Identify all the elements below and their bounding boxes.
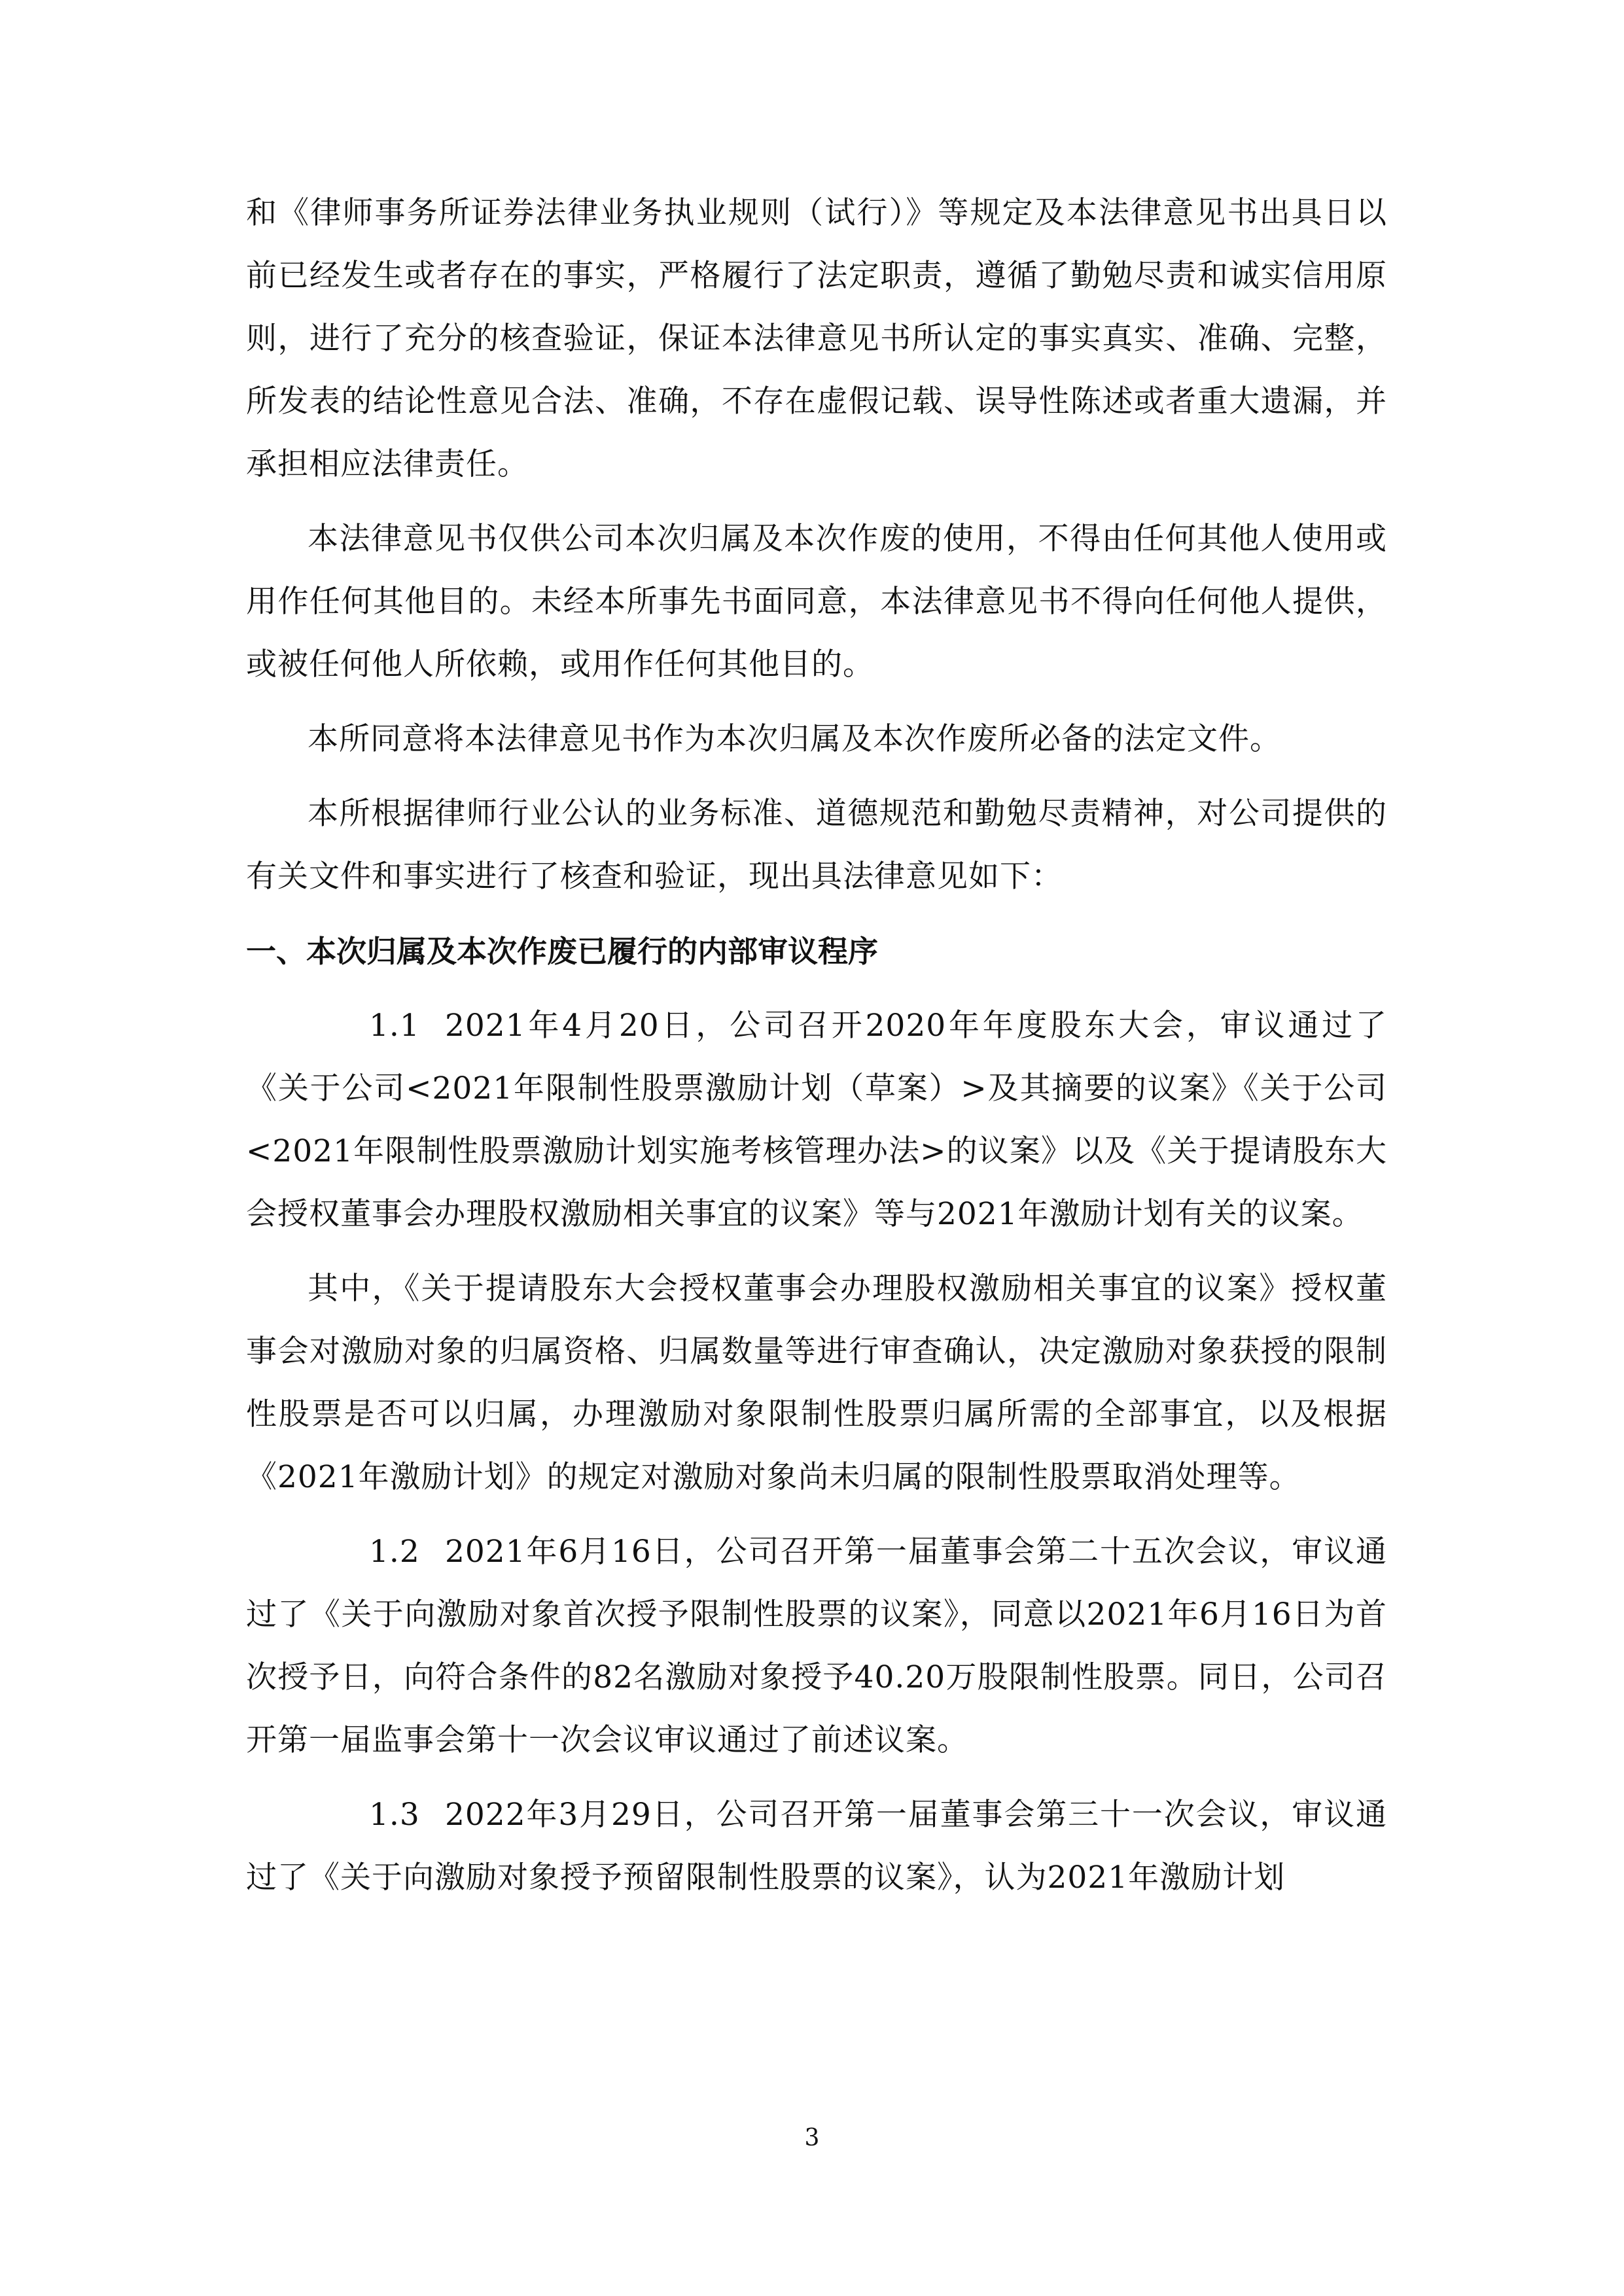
paragraph-usage-restriction: 本法律意见书仅供公司本次归属及本次作废的使用，不得由任何其他人使用或用作任何其他目的。未经本所事先书面同意，本法律意见书不得向任何他人提供，或被任何他人所依赖，或用作任何其他目的。 (246, 521, 1387, 682)
item-text: 2021年4月20日，公司召开2020年年度股东大会，审议通过了《关于公司<2021年限制性股票激励计划（草案）>及其摘要的议案》《关于公司<2021年限制性股票激励计划实施考核管理办法>的议案》以及《关于提请股东大会授权董事会办理股权激励相关事宜的议案》等与2021年激励计划有关的议案。 (246, 1008, 1387, 1232)
item-number: 1.2 (369, 1534, 420, 1570)
item-text: 2022年3月29日，公司召开第一届董事会第三十一次会议，审议通过了《关于向激励对象授予预留限制性股票的议案》，认为2021年激励计划 (246, 1797, 1387, 1896)
paragraph-continued: 和《律师事务所证券法律业务执业规则（试行）》等规定及本法律意见书出具日以前已经发生或者存在的事实，严格履行了法定职责，遵循了勤勉尽责和诚实信用原则，进行了充分的核查验证，保证本法律意见书所认定的事实真实、准确、完整，所发表的结论性意见合法、准确，不存在虚假记载、误导性陈述或者重大遗漏，并承担相应法律责任。 (246, 195, 1387, 482)
section-heading: 一、本次归属及本次作废已履行的内部审议程序 (246, 934, 878, 969)
item-number: 1.3 (369, 1797, 420, 1833)
paragraph-opinion-intro: 本所根据律师行业公认的业务标准、道德规范和勤勉尽责精神，对公司提供的有关文件和事实进行了核查和验证，现出具法律意见如下： (246, 796, 1387, 894)
paragraph-consent: 本所同意将本法律意见书作为本次归属及本次作废所必备的法定文件。 (308, 721, 1281, 757)
list-item-1-2 (246, 1521, 1387, 1772)
page-number: 3 (804, 2125, 820, 2151)
list-item-1-1 (246, 995, 1387, 1246)
paragraph-authorization: 其中，《关于提请股东大会授权董事会办理股权激励相关事宜的议案》授权董事会对激励对象的归属资格、归属数量等进行审查确认，决定激励对象获授的限制性股票是否可以归属，办理激励对象限制性股票归属所需的全部事宜，以及根据《2021年激励计划》的规定对激励对象尚未归属的限制性股票取消处理等。 (246, 1271, 1387, 1495)
document-body (246, 182, 1387, 1909)
list-item-1-3 (246, 1784, 1387, 1909)
item-text: 2021年6月16日，公司召开第一届董事会第二十五次会议，审议通过了《关于向激励对象首次授予限制性股票的议案》，同意以2021年6月16日为首次授予日，向符合条件的82名激励对象授予40.20万股限制性股票。同日，公司召开第一届监事会第十一次会议审议通过了前述议案。 (246, 1534, 1387, 1758)
item-number: 1.1 (369, 1008, 420, 1044)
